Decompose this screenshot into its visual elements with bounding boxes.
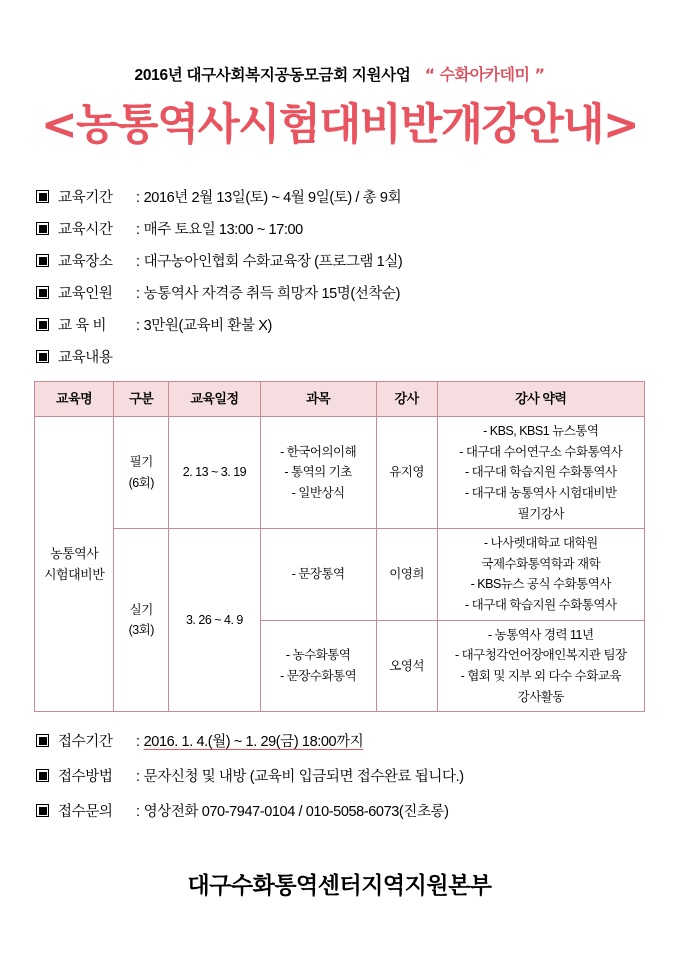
info-row-application-period <box>36 730 649 751</box>
subject-item: - 통역의 기초 <box>284 465 352 480</box>
info-list <box>30 186 649 367</box>
cell-instructor-written: 유지영 <box>376 417 437 529</box>
header-line <box>30 0 649 85</box>
career-item: 강사활동 <box>517 689 564 704</box>
cell-career-practical-2 <box>437 620 644 712</box>
info-separator: : <box>136 318 140 334</box>
cell-career-practical-1 <box>437 529 644 621</box>
info-value: 문자신청 및 내방 (교육비 입금되면 접수완료 됩니다.) <box>143 769 464 786</box>
career-item: - 나사렛대학교 대학원 <box>483 536 598 551</box>
schedule-table <box>34 381 645 712</box>
career-item: - 대구대 수어연구소 수화통역사 <box>459 444 623 459</box>
th-course-name: 교육명 <box>35 382 114 417</box>
course-name-line1: 농통역사 <box>50 545 99 561</box>
info-value: 매주 토요일 13:00 ~ 17:00 <box>143 222 303 238</box>
info-separator: : <box>136 286 140 302</box>
organization-footer: 대구수화통역센터지역지원본부 <box>187 873 492 900</box>
career-item: - 대구대 학습지원 수화통역사 <box>465 598 617 612</box>
info-separator: : <box>136 804 140 821</box>
career-item: 국제수화통역학과 재학 <box>481 556 601 571</box>
subject-item: - 일반상식 <box>291 485 345 500</box>
square-bullet-icon <box>36 318 49 331</box>
cell-career-written <box>437 417 644 529</box>
info-label: 교육인원 <box>58 286 113 302</box>
info-row-application-method <box>36 765 649 786</box>
schedule-table-wrap <box>30 381 649 712</box>
th-career: 강사 약력 <box>437 382 644 417</box>
cell-schedule-practical: 3. 26 ~ 4. 9 <box>169 529 261 712</box>
info-label: 접수기간 <box>58 734 113 751</box>
cell-instructor-practical-1: 이영희 <box>376 529 437 621</box>
square-bullet-icon <box>36 769 49 782</box>
info-separator: : <box>136 190 140 206</box>
program-quote: “ 수화아카데미 ” <box>424 65 545 84</box>
division-line2: (3회) <box>128 623 154 638</box>
square-bullet-icon <box>36 286 49 299</box>
subject-item: - 한국어의이해 <box>280 444 357 459</box>
square-bullet-icon <box>36 254 49 267</box>
info-value: 농통역사 자격증 취득 희망자 15명(선착순) <box>143 286 401 302</box>
info-label: 접수방법 <box>58 769 113 786</box>
info-row-fee <box>36 314 649 335</box>
subject-item: - 문장통역 <box>291 567 345 582</box>
info-row-place <box>36 250 649 271</box>
career-item: 필기강사 <box>517 506 564 521</box>
info-value: 대구농아인협회 수화교육장 (프로그램 1실) <box>143 254 403 270</box>
cell-division-practical <box>114 529 169 712</box>
info-label: 교육내용 <box>58 350 113 366</box>
application-info-list <box>30 730 649 821</box>
info-row-capacity <box>36 282 649 303</box>
square-bullet-icon <box>36 222 49 235</box>
career-item: - 농통역사 경력 11년 <box>487 627 594 642</box>
cell-subjects-practical-1 <box>260 529 376 621</box>
cell-subjects-practical-2 <box>260 620 376 712</box>
career-item: - 대구대 학습지원 수화통역사 <box>465 465 617 480</box>
course-name-line2: 시험대비반 <box>44 567 105 583</box>
career-item: - 협회 및 지부 외 다수 수화교육 <box>460 668 621 683</box>
subject-item: - 문장수화통역 <box>280 668 357 683</box>
info-value: 3만원(교육비 환불 X) <box>143 318 272 334</box>
info-label: 교육장소 <box>58 254 113 270</box>
table-row <box>35 417 645 529</box>
career-item: - 대구대 농통역사 시험대비반 <box>465 485 617 500</box>
th-instructor: 강사 <box>376 382 437 417</box>
square-bullet-icon <box>36 190 49 203</box>
info-separator: : <box>136 254 140 270</box>
info-value: 2016. 1. 4.(월) ~ 1. 29(금) 18:00까지 <box>143 734 364 751</box>
career-item: - 대구청각언어장애인복지관 팀장 <box>454 648 627 663</box>
info-separator: : <box>136 222 140 238</box>
info-row-application-contact <box>36 800 649 821</box>
info-row-time <box>36 218 649 239</box>
table-header-row <box>35 382 645 417</box>
info-separator: : <box>136 734 140 751</box>
support-org-line: 2016년 대구사회복지공동모금회 지원사업 <box>134 67 411 84</box>
info-row-period <box>36 186 649 207</box>
square-bullet-icon <box>36 350 49 363</box>
cell-schedule-written: 2. 13 ~ 3. 19 <box>169 417 261 529</box>
cell-division-written <box>114 417 169 529</box>
info-value: 영상전화 070-7947-0104 / 010-5058-6073(진초롱) <box>143 804 449 821</box>
cell-subjects-written <box>260 417 376 529</box>
career-item: - KBS뉴스 공식 수화통역사 <box>470 577 611 592</box>
career-item: - KBS, KBS1 뉴스통역 <box>483 424 599 438</box>
info-label: 접수문의 <box>58 804 113 821</box>
square-bullet-icon <box>36 804 49 817</box>
square-bullet-icon <box>36 734 49 747</box>
info-separator: : <box>136 769 140 786</box>
th-subject: 과목 <box>260 382 376 417</box>
division-line2: (6회) <box>128 475 154 490</box>
cell-course-name <box>35 417 114 712</box>
th-schedule: 교육일정 <box>169 382 261 417</box>
division-line1: 실기 <box>129 602 153 617</box>
table-row <box>35 529 645 621</box>
info-label: 교육기간 <box>58 190 113 206</box>
info-value: 2016년 2월 13일(토) ~ 4월 9일(토) / 총 9회 <box>143 190 402 206</box>
info-label: 교육시간 <box>58 222 113 238</box>
cell-instructor-practical-2: 오영석 <box>376 620 437 712</box>
subject-item: - 농수화통역 <box>285 648 351 663</box>
info-row-content <box>36 346 649 367</box>
division-line1: 필기 <box>129 454 153 469</box>
th-division: 구분 <box>114 382 169 417</box>
info-label: 교 육 비 <box>58 318 107 334</box>
page-title: <농통역사시험대비반개강안내> <box>40 100 639 150</box>
